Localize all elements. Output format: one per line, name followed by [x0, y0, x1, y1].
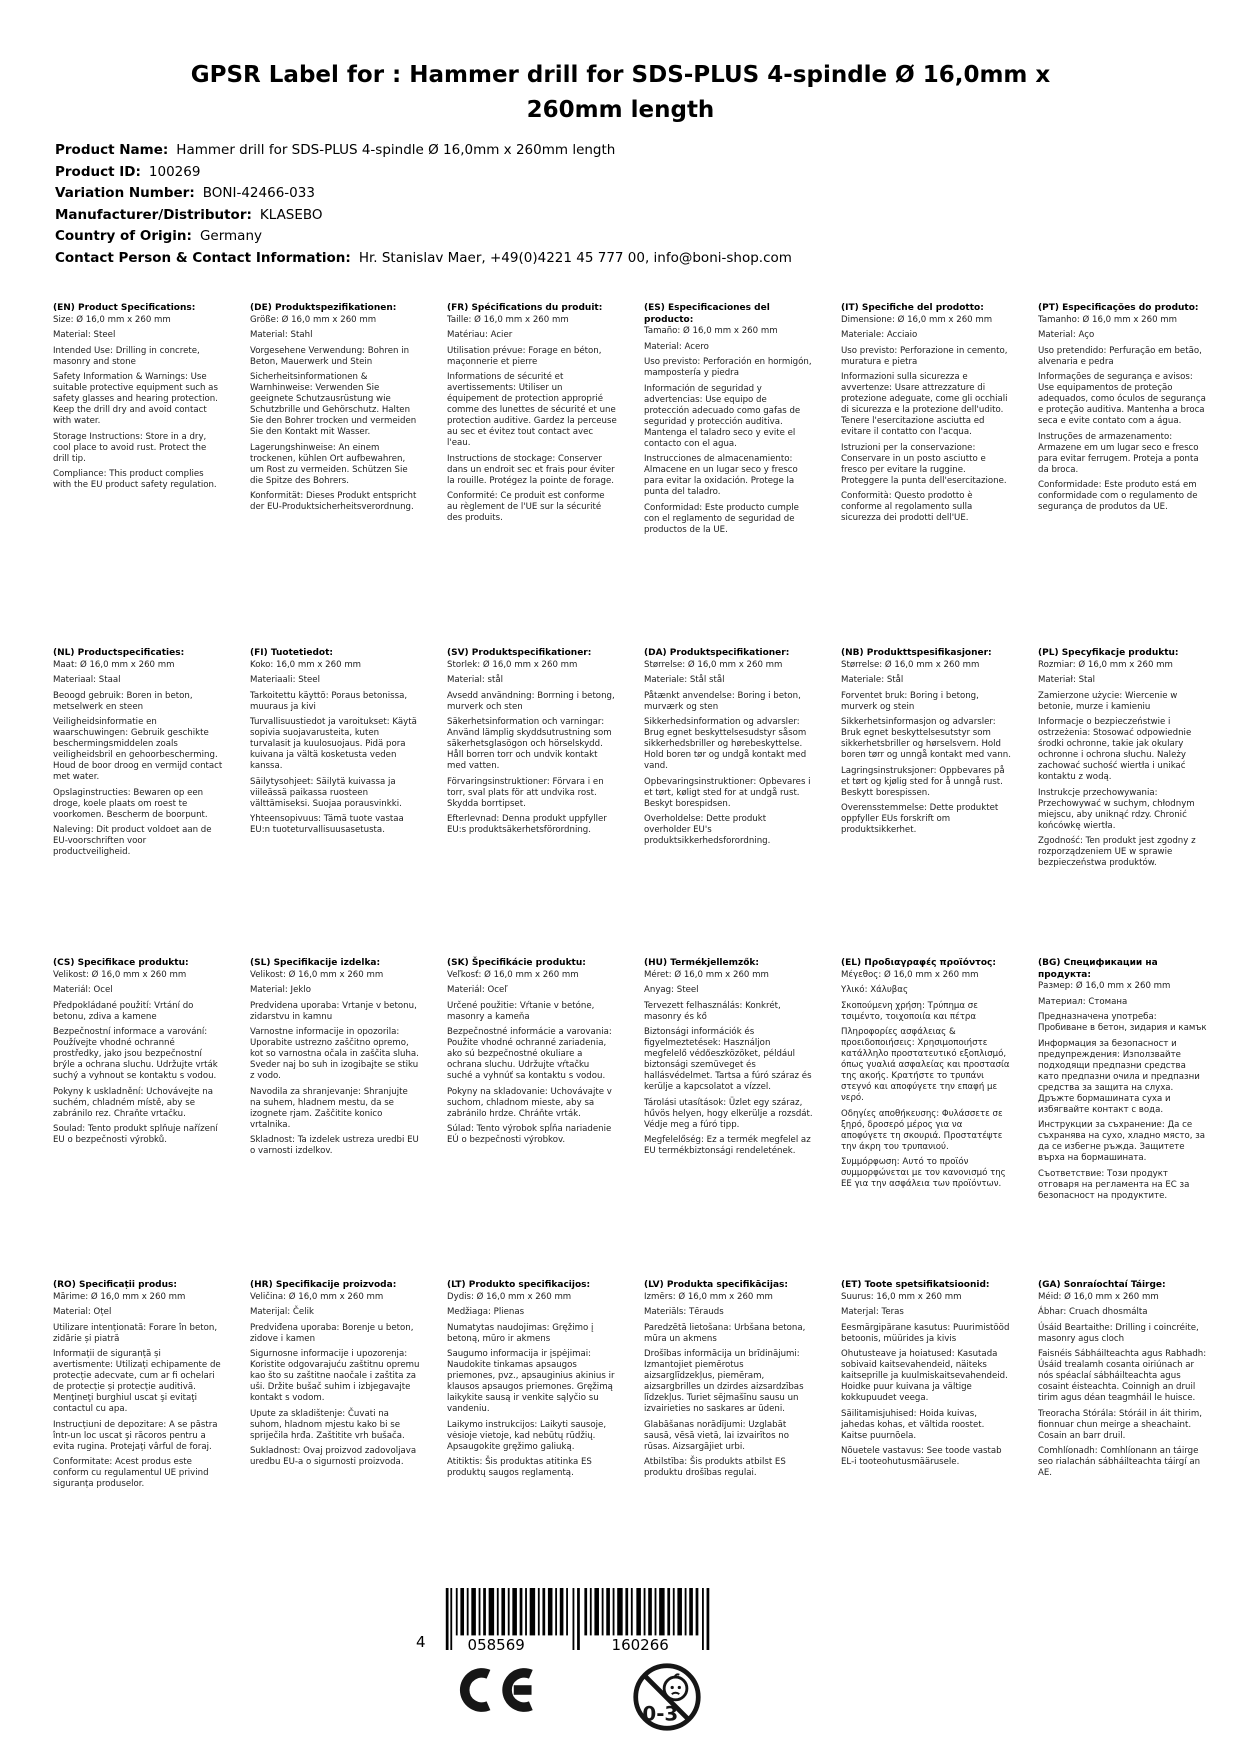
spec-line: Uso pretendido: Perfuração em betão, alvenaria e pedra — [1038, 345, 1202, 367]
lang-block-ro — [53, 1280, 223, 1490]
spec-line: Συμμόρφωση: Αυτό το προϊόν συμμορφώνεται με τον κανονισμό της ΕΕ για την ασφάλεια των προϊόντων. — [841, 1157, 1006, 1190]
spec-line: Medžiaga: Plienas — [447, 1307, 525, 1318]
spec-line: Πληροφορίες ασφάλειας & προειδοποιήσεις: Χρησιμοποιήστε κατάλληλο προστατευτικό εξοπλισμό, όπως γυαλιά ασφαλείας και προστασία της ακοής. Κρατήστε το τρυπάνι στεγνό και αποφύγετε την επαφή με νερό. — [841, 1027, 1010, 1104]
spec-line: Sukladnost: Ovaj proizvod zadovoljava uredbu EU-a o sigurnosti proizvoda. — [250, 1446, 417, 1468]
lang-block-heading: (SL) Specifikacije izdelka: — [250, 958, 381, 968]
barcode-bars — [433, 1588, 723, 1654]
spec-line: Safety Information & Warnings: Use suitable protective equipment such as safety glasses and hearing protection. Keep the drill dry and avoid contact with water. — [53, 372, 218, 427]
spec-line: Méid: Ø 16,0 mm x 260 mm — [1038, 1291, 1159, 1302]
spec-line: Materiał: Stal — [1038, 675, 1096, 686]
compliance-symbols — [455, 1660, 703, 1734]
spec-line: Glabāšanas norādījumi: Uzglabāt sausā, vēsā vietā, lai izvairītos no rūsas. Aizsargājiet urbi. — [644, 1419, 789, 1452]
lang-block-heading: (DE) Produktspezifikationen: — [250, 303, 397, 313]
spec-line: Avsedd användning: Borrning i betong, murverk och sten — [447, 690, 615, 712]
lang-block-sl — [250, 958, 420, 1157]
spec-line: Conformidade: Este produto está em conformidade com o regulamento de segurança de produtos da UE. — [1038, 480, 1198, 513]
lang-block-heading: (SK) Špecifikácie produktu: — [447, 958, 586, 968]
spec-line: Rozmiar: Ø 16,0 mm x 260 mm — [1038, 659, 1173, 670]
page-title: GPSR Label for : Hammer drill for SDS-PLUS 4-spindle Ø 16,0mm x 260mm length — [190, 62, 1051, 123]
spec-line: Materiale: Stål — [841, 675, 904, 686]
spec-line: Material: Stahl — [250, 330, 313, 341]
product-id-value: 100269 — [148, 163, 201, 180]
spec-line: Comhlíonadh: Comhlíonann an táirge seo rialachán sábháilteachta táirgí an AE. — [1038, 1446, 1201, 1479]
spec-line: Vorgesehene Verwendung: Bohren in Beton, Mauerwerk und Stein — [250, 345, 410, 367]
spec-line: Pokyny na skladovanie: Uchovávajte v suchom, chladnom mieste, aby sa zabránilo hrdze. Chráňte vrták. — [447, 1086, 612, 1119]
age-warning-0-3-icon — [631, 1660, 703, 1734]
spec-line: Informații de siguranță și avertismente: Utilizați echipamente de protecție adecvate, cum ar fi ochelari de protecție și protecție auditivă. Menţineţi burghiul uscat şi evitaţi contactul cu apa. — [53, 1349, 221, 1415]
spec-line: Informazioni sulla sicurezza e avvertenze: Usare attrezzature di protezione adeguate, come gli occhiali di sicurezza e la protezione dell'udito. Tenere l'esercitazione asciutta ed evitare il contatto con l'acqua. — [841, 372, 1008, 438]
spec-line: Maat: Ø 16,0 mm x 260 mm — [53, 659, 175, 670]
spec-line: Instruções de armazenamento: Armazene em um lugar seco e fresco para evitar ferrugem. Proteja a ponta da broca. — [1038, 431, 1199, 475]
ce-mark-icon — [455, 1660, 537, 1720]
ean-barcode — [416, 1588, 723, 1654]
spec-line: Overholdelse: Dette produkt overholder EU's produktsikkerhedsforordning. — [644, 814, 771, 847]
spec-line: Navodila za shranjevanje: Shranjujte na suhem, hladnem mestu, da se izognete rjam. Zaščitite konico vrtalnika. — [250, 1086, 408, 1130]
spec-line: Materjal: Teras — [841, 1307, 904, 1318]
spec-line: Zgodność: Ten produkt jest zgodny z rozporządzeniem UE w sprawie bezpieczeństwa produktów. — [1038, 836, 1196, 869]
spec-line: Materiale: Stål stål — [644, 675, 725, 686]
spec-line: Utilizare intenționată: Forare în beton, zidărie și piatră — [53, 1322, 218, 1344]
spec-line: Intended Use: Drilling in concrete, masonry and stone — [53, 345, 200, 367]
lang-block-heading: (DA) Produktspecifikationer: — [644, 648, 790, 658]
lang-block-en — [53, 303, 223, 491]
lang-block-heading: (NL) Productspecificaties: — [53, 648, 185, 658]
spec-line: Conformitate: Acest produs este conform cu regulamentul UE privind siguranța produselor. — [53, 1457, 209, 1490]
lang-block-cs — [53, 958, 223, 1146]
spec-line: Predvidena uporaba: Vrtanje v betonu, zidarstvu in kamnu — [250, 1000, 417, 1022]
lang-block-heading: (PT) Especificações do produto: — [1038, 303, 1199, 313]
spec-line: Σκοπούμενη χρήση: Τρύπημα σε τσιμέντο, τοιχοποιία και πέτρα — [841, 1000, 978, 1022]
spec-line: Předpokládané použití: Vrtání do betonu, zdiva a kamene — [53, 1000, 194, 1022]
spec-line: Megfelelőség: Ez a termék megfelel az EU termékbiztonsági rendeletének. — [644, 1135, 811, 1157]
lang-block-heading: (IT) Specifiche del prodotto: — [841, 303, 984, 313]
age-warning-text: 0-3 — [642, 1702, 679, 1726]
lang-block-heading: (BG) Спецификации на продукта: — [1038, 958, 1158, 980]
lang-block-hu — [644, 958, 814, 1157]
spec-line: Turvallisuustiedot ja varoitukset: Käytä sopivia suojavarusteita, kuten turvalasit ja kuulosuojaus. Pidä pora kuivana ja vältä kosketusta veden kanssa. — [250, 717, 417, 772]
spec-line: Istruzioni per la conservazione: Conservare in un posto asciutto e fresco per evitare la ruggine. Proteggere la punta dell'esercitazione. — [841, 442, 1007, 486]
lang-block-nb — [841, 648, 1011, 836]
spec-line: Storage Instructions: Store in a dry, cool place to avoid rust. Protect the drill tip. — [53, 431, 207, 464]
spec-line: Uso previsto: Perforación en hormigón, mampostería y piedra — [644, 357, 812, 379]
barcode-digits-right: 160266 — [609, 1638, 672, 1653]
product-info-row — [55, 183, 792, 205]
lang-block-da — [644, 648, 814, 847]
spec-line: Materiaali: Steel — [250, 675, 320, 686]
spec-line: Sikkerhedsinformation og advarsler: Brug egnet beskyttelsesudstyr såsom sikkerhedsbriller og hørebeskyttelse. Hold boren tør og undgå kontakt med vand. — [644, 717, 807, 772]
spec-line: Säkerhetsinformation och varningar: Använd lämplig skyddsutrustning som säkerhetsglasögon och hörselskydd. Håll borren torr och undvik kontakt med vatten. — [447, 717, 612, 772]
spec-line: Nõuetele vastavus: See toode vastab EL-i tooteohutusmäärusele. — [841, 1446, 1002, 1468]
spec-line: Förvaringsinstruktioner: Förvara i en torr, sval plats för att undvika rost. Skydda borrtipset. — [447, 776, 604, 809]
spec-line: Určené použitie: Vŕtanie v betóne, masonry a kameňa — [447, 1000, 595, 1022]
lang-block-heading: (FR) Spécifications du produit: — [447, 303, 603, 313]
spec-line: Storlek: Ø 16,0 mm x 260 mm — [447, 659, 578, 670]
lang-block-heading: (FI) Tuotetiedot: — [250, 648, 334, 658]
spec-line: Paredzētā lietošana: Urbšana betona, mūra un akmens — [644, 1322, 806, 1344]
spec-line: Materiaal: Staal — [53, 675, 121, 686]
spec-line: Размер: Ø 16,0 mm x 260 mm — [1038, 981, 1171, 992]
spec-line: Instructions de stockage: Conserver dans un endroit sec et frais pour éviter la rouille. Protégez la pointe de forage. — [447, 453, 615, 486]
spec-line: Säilytysohjeet: Säilytä kuivassa ja viileässä paikassa ruosteen välttämiseksi. Suojaa porausvinkki. — [250, 776, 402, 809]
lang-block-es — [644, 303, 814, 536]
spec-line: Størrelse: Ø 16,0 mm x 260 mm — [644, 659, 783, 670]
spec-line: Tárolási utasítások: Üzlet egy száraz, hűvös helyen, hogy elkerülje a rozsdát. Védje meg a fúró tipp. — [644, 1097, 813, 1130]
product-name-label: Product Name: — [55, 142, 169, 158]
contact-value: Hr. Stanislav Maer, +49(0)4221 45 777 00, info@boni-shop.com — [358, 249, 792, 266]
lang-block-el — [841, 958, 1011, 1190]
spec-line: Säilitamisjuhised: Hoida kuivas, jahedas kohas, et vältida roostet. Kaitse puurnõela. — [841, 1408, 985, 1441]
spec-line: Varnostne informacije in opozorila: Uporabite ustrezno zaščitno opremo, kot so varnostna očala in zaščita sluha. Sveder naj bo suh in izogibajte se stiku z vodo. — [250, 1027, 419, 1082]
spec-line: Treoracha Stórála: Stóráil in áit thirim, fionnuar chun meirge a sheachaint. Cosain an barr druil. — [1038, 1408, 1202, 1441]
spec-line: Opbevaringsinstruktioner: Opbevares i et tørt, køligt sted for at undgå rust. Beskyt borespidsen. — [644, 776, 811, 809]
spec-line: Atitiktis: Šis produktas atitinka ES produktų saugos reglamentą. — [447, 1457, 592, 1479]
spec-line: Opslaginstructies: Bewaren op een droge, koele plaats om roest te voorkomen. Bescherm de boorpunt. — [53, 787, 208, 820]
lang-block-heading: (CS) Specifikace produktu: — [53, 958, 189, 968]
lang-block-heading: (GA) Sonraíochtaí Táirge: — [1038, 1280, 1166, 1290]
spec-line: Material: stål — [447, 675, 504, 686]
spec-line: Предназначена употреба: Пробиване в бетон, зидария и камък — [1038, 1012, 1207, 1034]
lang-block-ga — [1038, 1280, 1208, 1479]
product-info-row — [55, 248, 792, 270]
spec-line: Instrucțiuni de depozitare: A se păstra într-un loc uscat şi răcoros pentru a evita rugina. Protejați vârful de foraj. — [53, 1419, 218, 1452]
lang-block-it — [841, 303, 1011, 524]
lang-block-et — [841, 1280, 1011, 1468]
spec-line: Upute za skladištenje: Čuvati na suhom, hladnom mjestu kako bi se spriječila hrđa. Zaštitite vrh bušača. — [250, 1408, 405, 1441]
spec-line: Dydis: Ø 16,0 mm x 260 mm — [447, 1291, 572, 1302]
spec-line: Material: Aço — [1038, 330, 1095, 341]
spec-line: Anyag: Steel — [644, 985, 699, 996]
spec-line: Suurus: 16,0 mm x 260 mm — [841, 1291, 962, 1302]
spec-line: Zamierzone użycie: Wiercenie w betonie, murze i kamieniu — [1038, 690, 1178, 712]
spec-line: Μέγεθος: Ø 16,0 mm x 260 mm — [841, 969, 979, 980]
spec-line: Sigurnosne informacije i upozorenja: Koristite odgovarajuću zaštitnu opremu kao što su zaštitne naočale i zaštita za uši. Držite bušač suhim i izbjegavajte kontakt s vodom. — [250, 1349, 420, 1404]
spec-line: Numatytas naudojimas: Gręžimo į betoną, mūro ir akmens — [447, 1322, 594, 1344]
spec-line: Veličina: Ø 16,0 mm x 260 mm — [250, 1291, 384, 1302]
lang-block-fr — [447, 303, 617, 524]
spec-line: Úsáid Beartaithe: Drilling i coincréite, masonry agus cloch — [1038, 1322, 1199, 1344]
lang-block-sv — [447, 648, 617, 836]
lang-block-lv — [644, 1280, 814, 1479]
spec-line: Size: Ø 16,0 mm x 260 mm — [53, 314, 171, 325]
spec-line: Koko: 16,0 mm x 260 mm — [250, 659, 362, 670]
lang-block-heading: (RO) Specificații produs: — [53, 1280, 177, 1290]
spec-line: Информация за безопасност и предупреждения: Използвайте подходящи предпазни средства като предпазни очила и предпазни средства за защита на слуха. Дръжте бормашината суха и избягвайте контакт с вода. — [1038, 1038, 1200, 1115]
spec-line: Ábhar: Cruach dhosmálta — [1038, 1307, 1148, 1318]
manufacturer-label: Manufacturer/Distributor: — [55, 206, 252, 223]
spec-line: Conformità: Questo prodotto è conforme al regolamento sulla sicurezza dei prodotti dell'UE. — [841, 491, 973, 524]
variation-number-value: BONI-42466-033 — [202, 185, 315, 202]
spec-line: Υλικό: Χάλυβας — [841, 985, 908, 996]
spec-line: Overensstemmelse: Dette produktet oppfyller EUs forskrift om produktsikkerhet. — [841, 803, 999, 836]
spec-line: Materiale: Acciaio — [841, 330, 918, 341]
spec-line: Drošības informācija un brīdinājumi: Izmantojiet piemērotus aizsarglīdzekļus, piemēram, aizsargbrilles un dzirdes aizsardzības līdzekļus. Turiet sējmašīnu sausu un izvairieties no saskares ar ūdeni. — [644, 1349, 804, 1415]
lang-block-hr — [250, 1280, 420, 1468]
spec-line: Yhteensopivuus: Tämä tuote vastaa EU:n tuoteturvallisuusasetusta. — [250, 814, 404, 836]
lang-block-heading: (EL) Προδιαγραφές προϊόντος: — [841, 958, 996, 968]
lang-block-heading: (LV) Produkta specifikācijas: — [644, 1280, 788, 1290]
lang-block-heading: (ET) Toote spetsifikatsioonid: — [841, 1280, 990, 1290]
spec-line: Dimensione: Ø 16,0 mm x 260 mm — [841, 314, 993, 325]
spec-line: Material: Oțel — [53, 1307, 112, 1318]
spec-line: Sikkerhetsinformasjon og advarsler: Bruk egnet beskyttelsesutstyr som sikkerhetsbriller og hørselsvern. Hold boren tørr og unngå kontakt med vann. — [841, 717, 1011, 761]
spec-line: Påtænkt anvendelse: Boring i beton, murværk og sten — [644, 690, 801, 712]
lang-block-bg — [1038, 958, 1208, 1202]
lang-block-heading: (EN) Product Specifications: — [53, 303, 196, 313]
spec-line: Efterlevnad: Denna produkt uppfyller EU:s produktsäkerhetsförordning. — [447, 814, 607, 836]
spec-line: Información de seguridad y advertencias: Use equipo de protección adecuado como gafas de seguridad y protección auditiva. Mantenga el taladro seco y evite el contacto con el agua. — [644, 383, 801, 449]
variation-number-label: Variation Number: — [55, 185, 195, 202]
spec-line: Instrucciones de almacenamiento: Almacene en un lugar seco y fresco para evitar la oxidación. Protege la punta del taladro. — [644, 454, 798, 498]
spec-line: Velikost: Ø 16,0 mm x 260 mm — [53, 969, 187, 980]
contact-label: Contact Person & Contact Information: — [55, 249, 351, 266]
spec-line: Tamanho: Ø 16,0 mm x 260 mm — [1038, 314, 1178, 325]
spec-line: Conformidad: Este producto cumple con el reglamento de seguridad de productos de la UE. — [644, 502, 799, 535]
spec-line: Größe: Ø 16,0 mm x 260 mm — [250, 314, 377, 325]
language-grid — [53, 303, 1208, 1490]
manufacturer-value: KLASEBO — [259, 206, 323, 223]
spec-line: Οδηγίες αποθήκευσης: Φυλάσσετε σε ξηρό, δροσερό μέρος για να αποφύγετε τη σκουριά. Προστατέψτε την άκρη του τρυπανιού. — [841, 1108, 1003, 1152]
country-of-origin-label: Country of Origin: — [55, 228, 192, 245]
spec-line: Materiál: Ocel — [53, 985, 113, 996]
lang-block-heading: (PL) Specyfikacje produktu: — [1038, 648, 1179, 658]
spec-line: Tervezett felhasználás: Konkrét, masonry és kő — [644, 1000, 781, 1022]
spec-line: Ohutusteave ja hoiatused: Kasutada sobivaid kaitsevahendeid, näiteks kaitseprille ja kuulmiskaitsevahendeid. Hoidke puur kuivana ja vältige kokkupuudet veega. — [841, 1349, 1008, 1404]
product-info-row — [55, 226, 792, 248]
spec-line: Soulad: Tento produkt splňuje nařízení EU o bezpečnosti výrobků. — [53, 1124, 218, 1146]
spec-line: Materiāls: Tērauds — [644, 1307, 724, 1318]
spec-line: Eesmärgipärane kasutus: Puurimistööd betoonis, müürides ja kivis — [841, 1322, 1010, 1344]
lang-block-heading: (SV) Produktspecifikationer: — [447, 648, 592, 658]
spec-line: Materiál: Oceľ — [447, 985, 508, 996]
spec-line: Lagringsinstruksjoner: Oppbevares på et tørt og kjølig sted for å unngå rust. Beskytt borespissen. — [841, 765, 1005, 798]
spec-line: Tarkoitettu käyttö: Poraus betonissa, muuraus ja kivi — [250, 690, 408, 712]
spec-line: Инструкции за съхранение: Да се съхранява на сухо, хладно място, за да се избегне ръжда. Защитете върха на бормашината. — [1038, 1120, 1206, 1164]
spec-line: Conformité: Ce produit est conforme au règlement de l'UE sur la sécurité des produits. — [447, 491, 605, 524]
spec-line: Laikymo instrukcijos: Laikyti sausoje, vėsioje vietoje, kad nebūtų rūdžių. Apsaugokite gręžimo galiuką. — [447, 1419, 607, 1452]
spec-line: Veľkosť: Ø 16,0 mm x 260 mm — [447, 969, 579, 980]
lang-block-heading: (LT) Produkto specifikacijos: — [447, 1280, 591, 1290]
spec-line: Veiligheidsinformatie en waarschuwingen: Gebruik geschikte beschermingsmiddelen zoals veiligheidsbril en gehoorbescherming. Houd de boor droog en vermijd contact met water. — [53, 717, 223, 783]
spec-line: Atbilstība: Šis produkts atbilst ES produktu drošības regulai. — [644, 1457, 786, 1479]
spec-line: Taille: Ø 16,0 mm x 260 mm — [447, 314, 569, 325]
spec-line: Faisnéis Sábháilteachta agus Rabhadh: Úsáid trealamh cosanta oiriúnach ar nós spéaclaí sábháilteachta agus cosaint éisteachta. Coinnigh an druil tirim agus déan teagmháil le huisce. — [1038, 1349, 1207, 1404]
lang-block-fi — [250, 648, 420, 836]
spec-line: Instrukcje przechowywania: Przechowywać w suchym, chłodnym miejscu, aby uniknąć rdzy. Chronić końcówkę wiertła. — [1038, 787, 1195, 831]
lang-block-de — [250, 303, 420, 513]
lang-block-pt — [1038, 303, 1208, 513]
spec-line: Izmērs: Ø 16,0 mm x 260 mm — [644, 1291, 773, 1302]
spec-line: Beoogd gebruik: Boren in beton, metselwerk en steen — [53, 690, 193, 712]
spec-line: Biztonsági információk és figyelmeztetések: Használjon megfelelő védőeszközöket, például biztonsági szemüveget és hallásvédelmet. Tartsa a fúró száraz és kerülje a kapcsolatot a vízzel. — [644, 1027, 812, 1093]
lang-block-heading: (HR) Specifikacije proizvoda: — [250, 1280, 397, 1290]
lang-block-heading: (ES) Especificaciones del producto: — [644, 303, 770, 325]
barcode-digits-left: 058569 — [465, 1638, 528, 1653]
spec-line: Bezpečnostní informace a varování: Používejte vhodné ochranné prostředky, jako jsou bezpečnostní brýle a ochrana sluchu. Udržujte vrták suchý a vyhnout se kontaktu s vodou. — [53, 1027, 218, 1082]
lang-block-heading: (HU) Termékjellemzők: — [644, 958, 760, 968]
product-info-row — [55, 140, 792, 162]
barcode-prefix-digit: 4 — [416, 1633, 426, 1651]
spec-line: Lagerungshinweise: An einem trockenen, kühlen Ort aufbewahren, um Rost zu vermeiden. Schützen Sie die Spitze des Bohrers. — [250, 442, 408, 486]
spec-line: Méret: Ø 16,0 mm x 260 mm — [644, 969, 769, 980]
spec-line: Mărime: Ø 16,0 mm x 260 mm — [53, 1291, 186, 1302]
spec-line: Material: Steel — [53, 330, 116, 341]
country-of-origin-value: Germany — [199, 228, 262, 245]
spec-line: Tamaño: Ø 16,0 mm x 260 mm — [644, 326, 778, 337]
spec-line: Súlad: Tento výrobok spĺňa nariadenie EÚ o bezpečnosti výrobkov. — [447, 1124, 612, 1146]
spec-line: Konformität: Dieses Produkt entspricht der EU-Produktsicherheitsverordnung. — [250, 491, 417, 513]
product-info — [55, 140, 792, 270]
spec-line: Størrelse: Ø 16,0 mm x 260 mm — [841, 659, 980, 670]
spec-line: Material: Acero — [644, 341, 709, 352]
spec-line: Velikost: Ø 16,0 mm x 260 mm — [250, 969, 384, 980]
spec-line: Saugumo informacija ir įspėjimai: Naudokite tinkamas apsaugos priemones, pvz., apsauginius akinius ir klausos apsaugos priemones. Gręžimą laikykite sausą ir venkite sąlyčio su vandeniu. — [447, 1349, 615, 1415]
lang-block-nl — [53, 648, 223, 858]
lang-block-heading: (NB) Produkttspesifikasjoner: — [841, 648, 992, 658]
spec-line: Bezpečnostné informácie a varovania: Použite vhodné ochranné zariadenia, ako sú bezpečnostné okuliare a ochrana sluchu. Udržujte vŕtačku suché a vyhnúť sa kontaktu s vodou. — [447, 1027, 612, 1082]
spec-line: Informações de segurança e avisos: Use equipamentos de proteção adequados, como óculos de segurança e proteção auditiva. Mantenha a broca seca e evite contato com a água. — [1038, 372, 1206, 427]
lang-block-pl — [1038, 648, 1208, 869]
spec-line: Sicherheitsinformationen & Warnhinweise: Verwenden Sie geeignete Schutzausrüstung wie Schutzbrille und Gehörschutz. Halten Sie den Bohrer trocken und vermeiden Sie den Kontakt mit Wasser. — [250, 372, 417, 438]
spec-line: Pokyny k uskladnění: Uchovávejte na suchém, chladném místě, aby se zabránilo rez. Chraňte vrtačku. — [53, 1086, 213, 1119]
spec-line: Matériau: Acier — [447, 330, 513, 341]
spec-line: Materijal: Čelik — [250, 1307, 314, 1318]
spec-line: Informations de sécurité et avertissements: Utiliser un équipement de protection approprié comme des lunettes de sécurité et une protection auditive. Gardez la perceuse au sec et évitez tout contact avec l'eau. — [447, 372, 617, 449]
product-info-row — [55, 162, 792, 184]
spec-line: Compliance: This product complies with the EU product safety regulation. — [53, 469, 217, 491]
product-info-row — [55, 205, 792, 227]
lang-block-lt — [447, 1280, 617, 1479]
spec-line: Uso previsto: Perforazione in cemento, muratura e pietra — [841, 345, 1008, 367]
spec-line: Skladnost: Ta izdelek ustreza uredbi EU o varnosti izdelkov. — [250, 1135, 419, 1157]
spec-line: Съответствие: Този продукт отговаря на регламента на ЕС за безопасност на продуктите. — [1038, 1168, 1190, 1201]
spec-line: Материал: Стомана — [1038, 996, 1128, 1007]
spec-line: Forventet bruk: Boring i betong, murverk og stein — [841, 690, 979, 712]
spec-line: Predviđena uporaba: Borenje u beton, zidove i kamen — [250, 1322, 414, 1344]
spec-line: Informacje o bezpieczeństwie i ostrzeżenia: Stosować odpowiednie środki ochronne, takie jak okulary ochronne i ochrona słuchu. Należy zachować suchość wiertła i unikać kontaktu z wodą. — [1038, 717, 1192, 783]
spec-line: Material: Jeklo — [250, 985, 311, 996]
product-name-value: Hammer drill for SDS-PLUS 4-spindle Ø 16,0mm x 260mm length — [176, 142, 616, 158]
product-id-label: Product ID: — [55, 163, 141, 180]
lang-block-sk — [447, 958, 617, 1146]
spec-line: Naleving: Dit product voldoet aan de EU-voorschriften voor productveiligheid. — [53, 825, 212, 858]
spec-line: Utilisation prévue: Forage en béton, maçonnerie et pierre — [447, 345, 602, 367]
